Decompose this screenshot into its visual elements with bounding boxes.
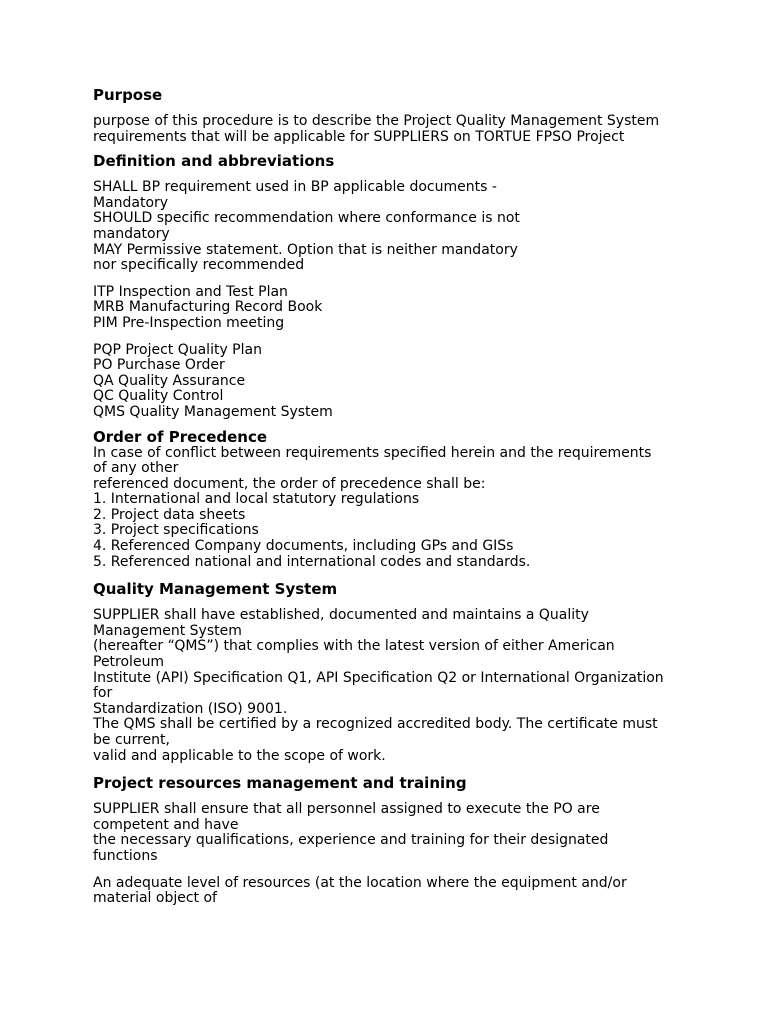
text-line: An adequate level of resources (at the location where the equipment and/or xyxy=(93,874,627,891)
text-line: requirements that will be applicable for SUPPLIERS on TORTUE FPSO Project xyxy=(93,128,625,145)
precedence-item: 3. Project specifications xyxy=(93,522,259,539)
precedence-item: 1. International and local statutory regulations xyxy=(93,491,420,508)
text-line: PO Purchase Order xyxy=(93,357,225,374)
text-line: SHALL BP requirement used in BP applicable documents - xyxy=(93,179,497,196)
definitions-group-inspection xyxy=(93,285,693,332)
text-line: Institute (API) Specification Q1, API Specification Q2 or International Organization xyxy=(93,669,664,686)
purpose-heading: Purpose xyxy=(93,86,163,104)
document-page xyxy=(93,86,693,907)
text-line: functions xyxy=(93,847,158,864)
text-line: the necessary qualifications, experience and training for their designated xyxy=(93,832,609,849)
precedence-item: 4. Referenced Company documents, including GPs and GISs xyxy=(93,538,514,555)
text-line: Mandatory xyxy=(93,194,169,211)
precedence-heading: Order of Precedence xyxy=(93,427,268,446)
definitions-heading: Definition and abbreviations xyxy=(93,152,335,171)
text-line: valid and applicable to the scope of work. xyxy=(93,747,386,764)
text-line: SUPPLIER shall ensure that all personnel assigned to execute the PO are xyxy=(93,801,600,818)
text-line: competent and have xyxy=(93,816,239,833)
definitions-group-quality xyxy=(93,343,693,421)
resources-heading: Project resources management and training xyxy=(93,774,467,793)
text-line: MAY Permissive statement. Option that is neither mandatory xyxy=(93,241,518,258)
qms-paragraph xyxy=(93,608,693,764)
text-line: SHOULD specific recommendation where conformance is not xyxy=(93,210,520,227)
qms-heading: Quality Management System xyxy=(93,580,338,599)
text-line: nor specifically recommended xyxy=(93,257,305,274)
text-line: In case of conflict between requirements specified herein and the requirements xyxy=(93,444,652,461)
text-line: (hereafter “QMS”) that complies with the latest version of either American xyxy=(93,638,615,655)
text-line: The QMS shall be certified by a recognized accredited body. The certificate must xyxy=(93,716,658,733)
text-line: Standardization (ISO) 9001. xyxy=(93,700,288,717)
precedence-paragraph xyxy=(93,446,693,571)
text-line: purpose of this procedure is to describe the Project Quality Management System xyxy=(93,113,660,129)
text-line: of any other xyxy=(93,460,179,477)
precedence-item: 5. Referenced national and international codes and standards. xyxy=(93,553,531,570)
precedence-item: 2. Project data sheets xyxy=(93,506,246,523)
text-line: PQP Project Quality Plan xyxy=(93,341,262,358)
resources-paragraph-1 xyxy=(93,802,693,864)
text-line: Petroleum xyxy=(93,654,165,671)
text-line: referenced document, the order of precedence shall be: xyxy=(93,475,486,492)
text-line: MRB Manufacturing Record Book xyxy=(93,299,323,316)
text-line: be current, xyxy=(93,732,170,748)
text-line: Management System xyxy=(93,622,242,639)
text-line: QMS Quality Management System xyxy=(93,403,333,420)
text-line: material object of xyxy=(93,890,217,907)
purpose-paragraph xyxy=(93,114,693,145)
text-line: ITP Inspection and Test Plan xyxy=(93,283,288,300)
text-line: QA Quality Assurance xyxy=(93,372,246,389)
text-line: SUPPLIER shall have established, documented and maintains a Quality xyxy=(93,607,589,624)
text-line: QC Quality Control xyxy=(93,388,224,405)
resources-paragraph-2 xyxy=(93,876,693,907)
definitions-group-terms xyxy=(93,180,693,274)
text-line: mandatory xyxy=(93,225,170,242)
text-line: for xyxy=(93,685,113,702)
text-line: PIM Pre-Inspection meeting xyxy=(93,314,285,331)
